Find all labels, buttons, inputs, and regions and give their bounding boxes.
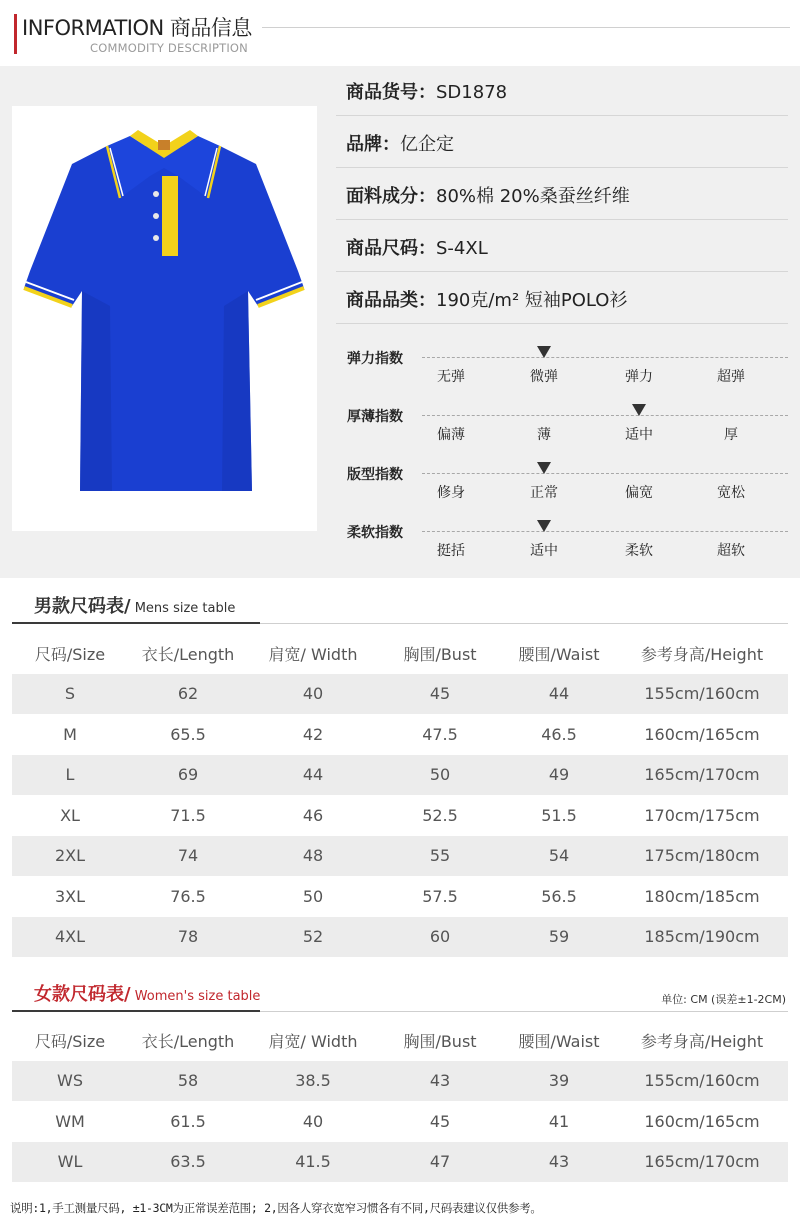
table-cell: 60	[378, 917, 502, 958]
table-cell: 175cm/180cm	[616, 836, 788, 877]
column-header: 衣长/Length	[141, 644, 235, 664]
scale-option: 偏薄	[437, 427, 465, 443]
attribute-label: 品牌：	[346, 134, 400, 155]
table-row	[12, 674, 788, 715]
product-image	[12, 106, 317, 531]
table-cell: WL	[12, 1142, 128, 1183]
table-cell: WS	[12, 1061, 128, 1102]
table-cell: 50	[302, 886, 324, 906]
table-cell: 43	[378, 1061, 502, 1102]
table-cell: 49	[502, 755, 616, 796]
table-cell: 165cm/170cm	[616, 1142, 788, 1183]
womens-table-title: 女款尺码表/ Women's size table	[34, 984, 261, 1005]
column-header: 胸围/Bust	[403, 644, 477, 664]
attribute-value: 190克/m² 短袖POLO衫	[436, 290, 628, 311]
attribute-value: SD1878	[436, 82, 508, 103]
table-row	[12, 755, 788, 796]
womens-size-table	[12, 1020, 788, 1182]
table-cell: XL	[60, 805, 80, 825]
attribute-label: 面料成分：	[346, 186, 436, 207]
table-cell: 38.5	[248, 1061, 378, 1102]
table-cell: 62	[128, 674, 248, 715]
attribute-value: 亿企定	[400, 134, 454, 155]
table-cell: 185cm/190cm	[616, 917, 788, 958]
table-cell: S	[12, 674, 128, 715]
header-subtitle: COMMODITY DESCRIPTION	[90, 41, 248, 55]
table-cell: WM	[55, 1111, 85, 1131]
column-header: 肩宽/ Width	[268, 1031, 358, 1051]
scale-track	[422, 531, 788, 532]
scale-option: 微弹	[530, 369, 558, 385]
attribute-value: 80%棉 20%桑蚕丝纤维	[436, 186, 630, 207]
column-header: 腰围/Waist	[518, 644, 600, 664]
table-cell: 74	[128, 836, 248, 877]
scale-option: 偏宽	[625, 485, 653, 501]
table-cell: 51.5	[541, 805, 577, 825]
table-cell: 50	[378, 755, 502, 796]
scale-indicator-arrow-icon	[537, 520, 551, 532]
scale-option: 厚	[724, 427, 738, 443]
column-header: 肩宽/ Width	[268, 644, 358, 664]
table-cell: 180cm/185cm	[644, 886, 760, 906]
table-header-row	[12, 633, 788, 674]
index-scale	[336, 510, 788, 568]
table-row	[12, 876, 788, 917]
scale-track	[422, 473, 788, 474]
scale-option: 正常	[530, 485, 558, 501]
table-row	[12, 795, 788, 836]
scale-option: 适中	[625, 427, 653, 443]
table-row	[12, 714, 788, 755]
table-cell: 76.5	[170, 886, 206, 906]
scale-option: 适中	[530, 543, 558, 559]
table-cell: 71.5	[170, 805, 206, 825]
blue-polo-shirt-icon	[12, 106, 317, 531]
table-cell: 55	[378, 836, 502, 877]
table-row	[12, 917, 788, 958]
table-cell: 39	[502, 1061, 616, 1102]
table-cell: 46	[302, 805, 324, 825]
scale-label: 弹力指数	[347, 351, 403, 367]
attribute-value: S-4XL	[436, 238, 488, 259]
table-cell: 48	[248, 836, 378, 877]
table-cell: 40	[302, 1111, 324, 1131]
scale-indicator-arrow-icon	[632, 404, 646, 416]
table-cell: 47	[378, 1142, 502, 1183]
product-attribute-row	[336, 274, 788, 324]
scale-track	[422, 415, 788, 416]
table-cell: 41	[548, 1111, 570, 1131]
scale-option: 弹力	[625, 369, 653, 385]
table-cell: 57.5	[422, 886, 458, 906]
scale-option: 挺括	[437, 543, 465, 559]
table-cell: 54	[502, 836, 616, 877]
table-cell: L	[12, 755, 128, 796]
table-cell: 160cm/165cm	[644, 724, 760, 744]
scale-label: 厚薄指数	[347, 409, 403, 425]
table-cell: 155cm/160cm	[616, 674, 788, 715]
scale-option: 修身	[437, 485, 465, 501]
mens-size-section	[0, 578, 800, 956]
womens-table-rule-accent	[12, 1010, 260, 1012]
attribute-label: 商品尺码：	[346, 238, 436, 259]
scale-option: 超弹	[717, 369, 745, 385]
table-cell: 47.5	[422, 724, 458, 744]
scale-option: 无弹	[437, 369, 465, 385]
table-cell: 65.5	[170, 724, 206, 744]
table-cell: 52	[248, 917, 378, 958]
column-header: 胸围/Bust	[403, 1031, 477, 1051]
womens-size-section	[0, 966, 800, 1196]
table-cell: 45	[378, 674, 502, 715]
mens-table-title: 男款尺码表/ Mens size table	[34, 596, 236, 617]
table-cell: 3XL	[54, 886, 86, 906]
table-cell: 165cm/170cm	[616, 755, 788, 796]
table-row	[12, 1101, 788, 1142]
table-header-row	[12, 1020, 788, 1061]
table-cell: 2XL	[12, 836, 128, 877]
table-cell: 43	[502, 1142, 616, 1183]
attribute-label: 商品品类：	[346, 290, 436, 311]
column-header: 衣长/Length	[141, 1031, 235, 1051]
product-attribute-row	[336, 222, 788, 272]
table-cell: 155cm/160cm	[616, 1061, 788, 1102]
table-cell: M	[63, 724, 77, 744]
table-cell: 56.5	[541, 886, 577, 906]
product-attribute-row	[336, 118, 788, 168]
attribute-label: 商品货号：	[346, 82, 436, 103]
header-divider	[262, 27, 790, 28]
table-cell: 69	[128, 755, 248, 796]
table-cell: 63.5	[128, 1142, 248, 1183]
table-row	[12, 1142, 788, 1183]
scale-label: 柔软指数	[347, 525, 403, 541]
table-cell: 41.5	[248, 1142, 378, 1183]
scale-track	[422, 357, 788, 358]
scale-option: 超软	[717, 543, 745, 559]
table-cell: 61.5	[170, 1111, 206, 1131]
scale-label: 版型指数	[347, 467, 403, 483]
table-cell: 40	[248, 674, 378, 715]
table-cell: 4XL	[12, 917, 128, 958]
table-cell: 59	[502, 917, 616, 958]
mens-size-table	[12, 633, 788, 957]
scale-option: 宽松	[717, 485, 745, 501]
column-header: 尺码/Size	[34, 1031, 106, 1051]
scale-option: 薄	[537, 427, 551, 443]
product-attribute-row	[336, 66, 788, 116]
table-cell: 58	[128, 1061, 248, 1102]
table-cell: 52.5	[422, 805, 458, 825]
footnote: 说明:1,手工测量尺码, ±1-3CM为正常误差范围; 2,因各人穿衣宽窄习惯各有不同,尺码表建议仅供参考。	[10, 1201, 542, 1215]
unit-note: 单位: CM (误差±1-2CM)	[661, 993, 786, 1006]
index-scale	[336, 452, 788, 510]
column-header: 参考身高/Height	[640, 1031, 764, 1051]
mens-table-rule-accent	[12, 622, 260, 624]
table-cell: 44	[248, 755, 378, 796]
table-cell: 46.5	[541, 724, 577, 744]
scale-indicator-arrow-icon	[537, 346, 551, 358]
product-info-panel	[0, 66, 800, 578]
table-cell: 44	[502, 674, 616, 715]
table-cell: 78	[128, 917, 248, 958]
table-row	[12, 1061, 788, 1102]
table-cell: 170cm/175cm	[644, 805, 760, 825]
index-scale	[336, 394, 788, 452]
section-header	[0, 0, 800, 66]
column-header: 腰围/Waist	[518, 1031, 600, 1051]
column-header: 参考身高/Height	[640, 644, 764, 664]
header-accent-bar	[14, 14, 17, 54]
column-header: 尺码/Size	[34, 644, 106, 664]
table-cell: 45	[429, 1111, 451, 1131]
scale-option: 柔软	[625, 543, 653, 559]
index-scale	[336, 336, 788, 394]
table-row	[12, 836, 788, 877]
table-cell: 160cm/165cm	[644, 1111, 760, 1131]
product-attribute-row	[336, 170, 788, 220]
table-cell: 42	[302, 724, 324, 744]
scale-indicator-arrow-icon	[537, 462, 551, 474]
header-title: INFORMATION 商品信息	[22, 16, 252, 40]
